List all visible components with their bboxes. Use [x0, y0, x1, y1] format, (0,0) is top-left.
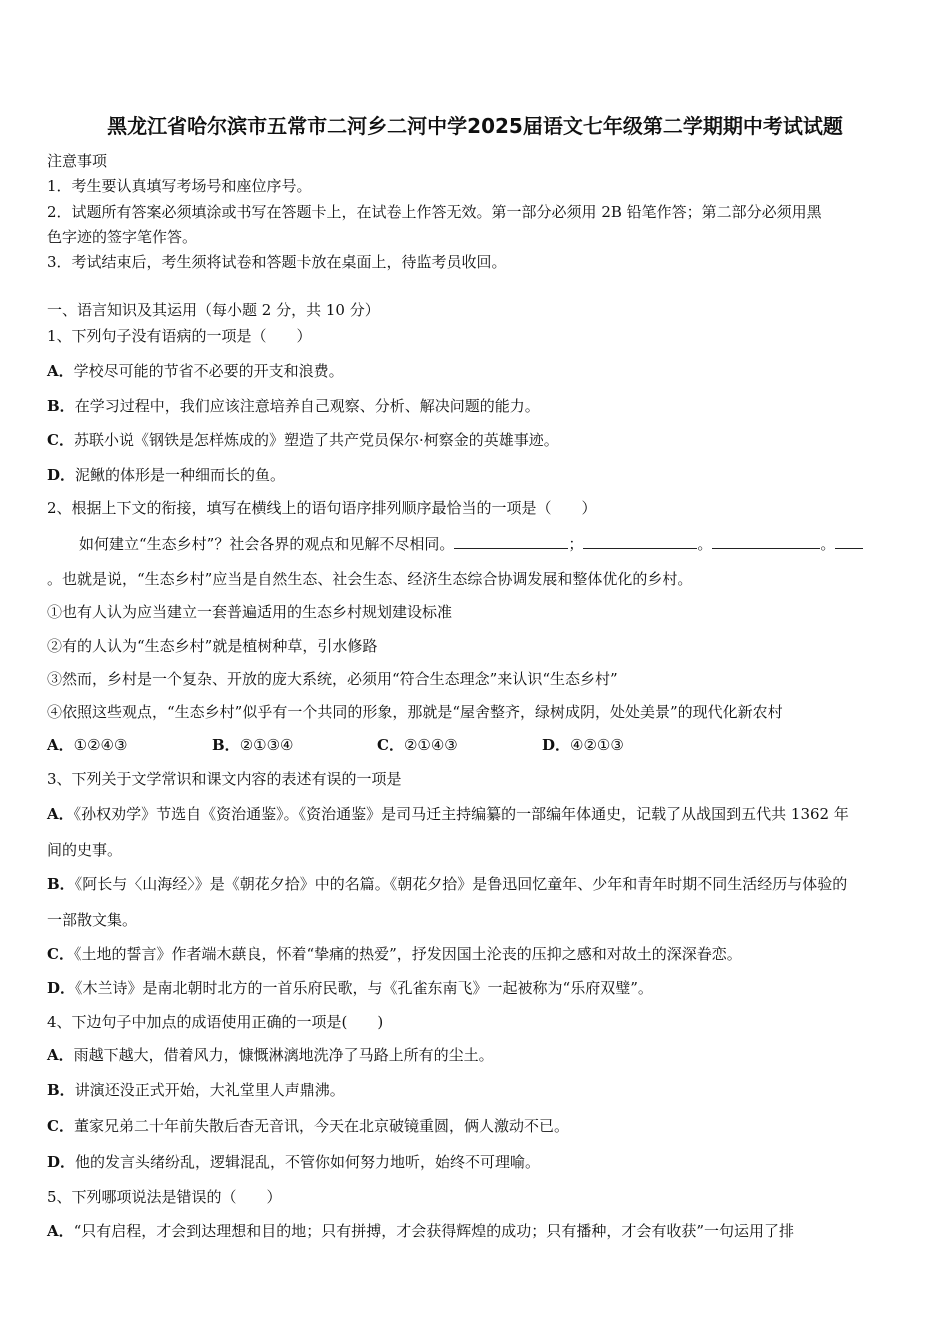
question-5-option-a: A．“只有启程，才会到达理想和目的地；只有拼搏，才会获得辉煌的成功；只有播种，才会有收获”一句运用了排 — [47, 1222, 794, 1240]
notice-item: 2．试题所有答案必须填涂或书写在答题卡上，在试卷上作答无效。第一部分必须用 2B 铅笔作答；第二部分必须用黑 — [47, 203, 822, 221]
question-3-option-c: C．《土地的誓言》作者端木蕻良，怀着“挚痛的热爱”，抒发因国土沦丧的压抑之感和对故土的深深眷恋。 — [47, 945, 742, 963]
question-3-option-a: A．《孙权劝学》节选自《资治通鉴》。《资治通鉴》是司马迁主持编纂的一部编年体通史，记载了从战国到五代共 1362 年 — [47, 805, 849, 823]
question-2-item: ②有的人认为“生态乡村”就是植树种草，引水修路 — [47, 637, 378, 655]
notice-item: 1．考生要认真填写考场号和座位序号。 — [47, 177, 312, 195]
question-2-passage: 如何建立“生态乡村”？社会各界的观点和见解不尽相同。 ； 。 。 — [79, 533, 863, 554]
question-5-stem: 5、下列哪项说法是错误的（ ） — [47, 1188, 282, 1206]
question-3-stem: 3、下列关于文学常识和课文内容的表述有误的一项是 — [47, 770, 402, 788]
answer-blank — [454, 533, 568, 549]
question-4-stem: 4、下边句子中加点的成语使用正确的一项是( ) — [47, 1013, 384, 1031]
question-1-option-a: A．学校尽可能的节省不必要的开支和浪费。 — [47, 362, 344, 380]
question-2-passage-end: 。也就是说，“生态乡村”应当是自然生态、社会生态、经济生态综合协调发展和整体优化的乡村。 — [47, 570, 693, 588]
notice-item: 色字迹的签字笔作答。 — [47, 228, 198, 246]
question-1-option-d: D．泥鳅的体形是一种细而长的鱼。 — [47, 466, 286, 484]
question-3-option-b: B．《阿长与〈山海经〉》是《朝花夕拾》中的名篇。《朝花夕拾》是鲁迅回忆童年、少年和青年时期不同生活经历与体验的 — [47, 875, 848, 893]
question-1-stem: 1、下列句子没有语病的一项是（ ） — [47, 327, 312, 345]
question-3-option-b-cont: 一部散文集。 — [47, 911, 138, 929]
answer-blank — [712, 533, 820, 549]
question-2-choice-d: D．④②①③ — [542, 736, 624, 754]
question-1-option-c: C．苏联小说《钢铁是怎样炼成的》塑造了共产党员保尔·柯察金的英雄事迹。 — [47, 431, 559, 449]
question-2-choice-c: C．②①④③ — [377, 736, 458, 754]
question-2-stem: 2、根据上下文的衔接，填写在横线上的语句语序排列顺序最恰当的一项是（ ） — [47, 499, 597, 517]
question-2-choice-b: B．②①③④ — [212, 736, 294, 754]
question-3-option-a-cont: 间的史事。 — [47, 841, 123, 859]
question-3-option-d: D．《木兰诗》是南北朝时北方的一首乐府民歌，与《孔雀东南飞》一起被称为“乐府双璧”。 — [47, 979, 653, 997]
question-4-option-d: D．他的发言头绪纷乱，逻辑混乱，不管你如何努力地听，始终不可理喻。 — [47, 1153, 541, 1171]
question-4-option-c: C．董家兄弟二十年前失散后杳无音讯，今天在北京破镜重圆，俩人激动不已。 — [47, 1117, 569, 1135]
question-1-option-b: B．在学习过程中，我们应该注意培养自己观察、分析、解决问题的能力。 — [47, 397, 540, 415]
question-4-option-a: A．雨越下越大，借着风力，慷慨淋漓地洗净了马路上所有的尘土。 — [47, 1046, 494, 1064]
question-2-item: ③然而，乡村是一个复杂、开放的庞大系统，必须用“符合生态理念”来认识“生态乡村” — [47, 670, 618, 688]
question-2-choices — [47, 735, 707, 755]
answer-blank — [835, 533, 863, 549]
notice-item: 3．考试结束后，考生须将试卷和答题卡放在桌面上，待监考员收回。 — [47, 253, 507, 271]
question-4-option-b: B．讲演还没正式开始，大礼堂里人声鼎沸。 — [47, 1081, 345, 1099]
question-2-item: ①也有人认为应当建立一套普遍适用的生态乡村规划建设标准 — [47, 603, 453, 621]
question-2-choice-a: A．①②④③ — [47, 736, 128, 754]
question-2-item: ④依照这些观点，“生态乡村”似乎有一个共同的形象，那就是“屋舍整齐，绿树成阴，处处美景”的现代化新农村 — [47, 703, 783, 721]
section-heading: 一、语言知识及其运用（每小题 2 分，共 10 分） — [47, 301, 380, 319]
page-title: 黑龙江省哈尔滨市五常市二河乡二河中学2025届语文七年级第二学期期中考试试题 — [107, 114, 843, 138]
answer-blank — [583, 533, 697, 549]
notice-heading: 注意事项 — [47, 152, 108, 170]
